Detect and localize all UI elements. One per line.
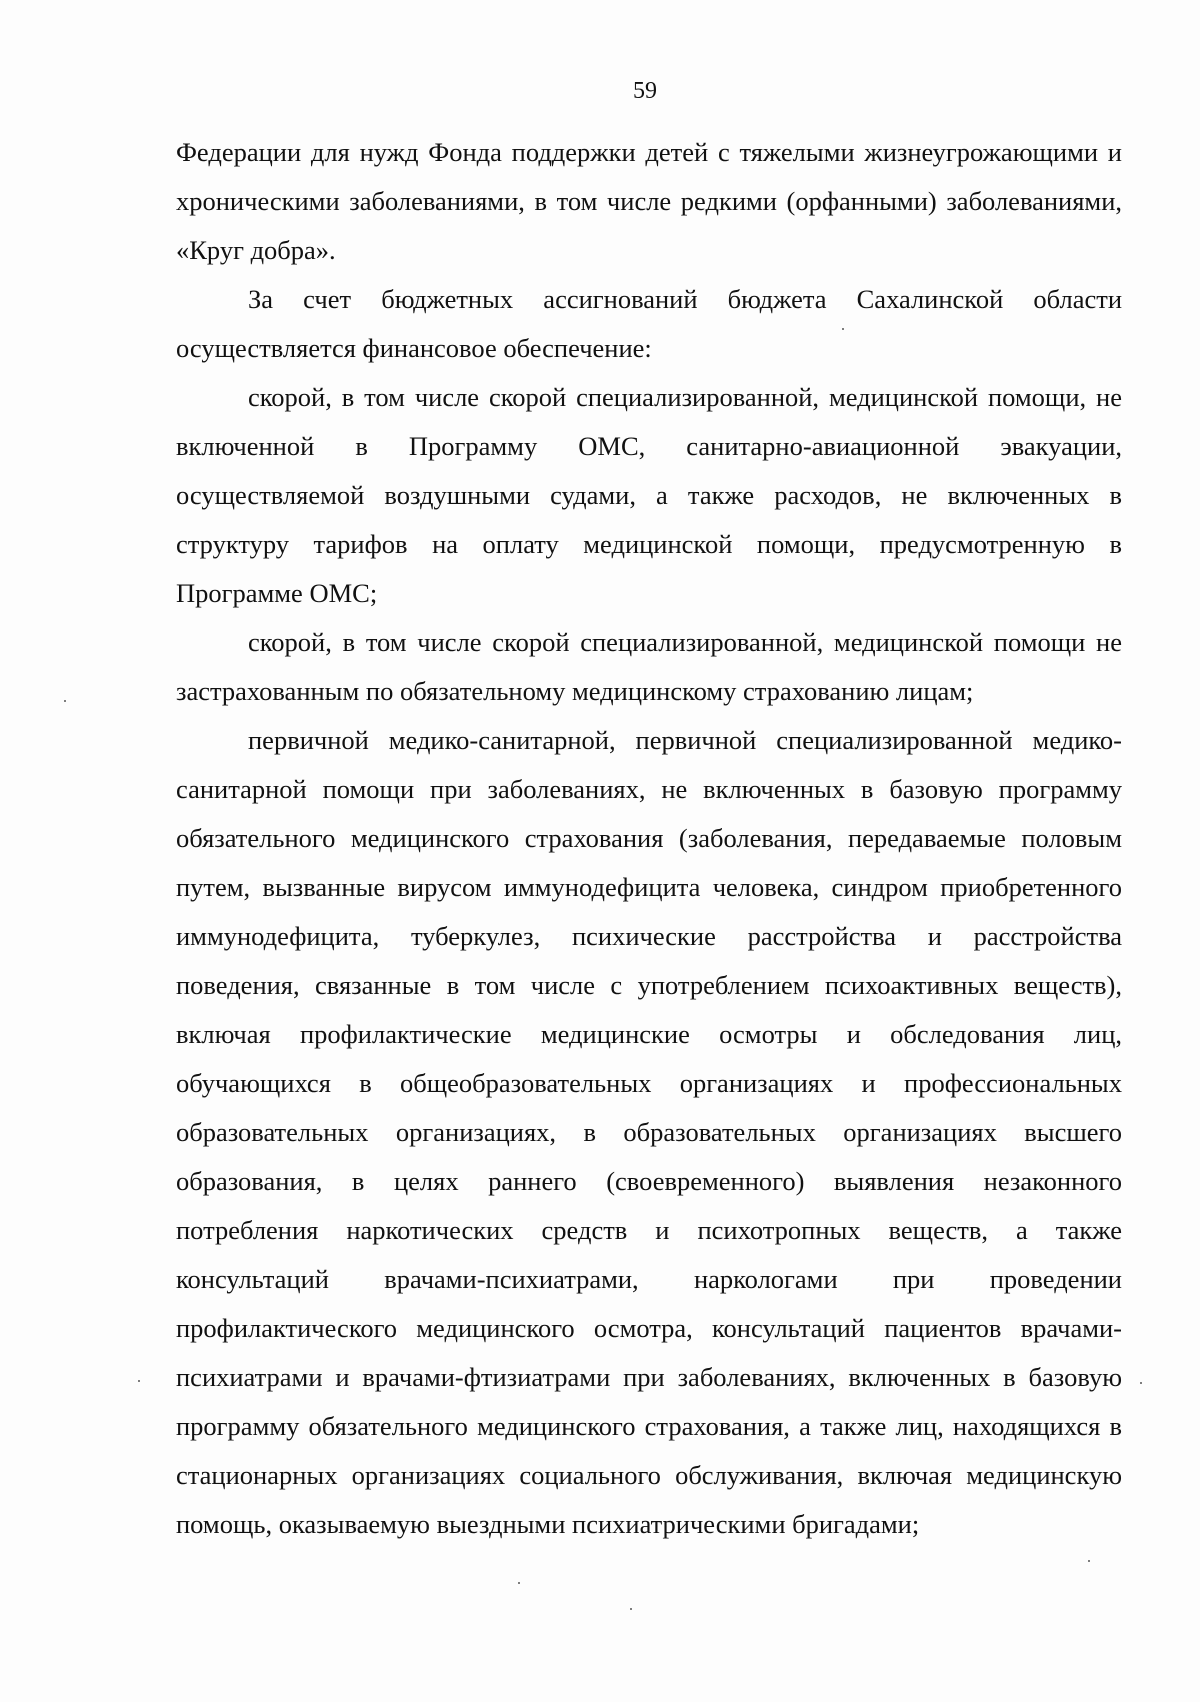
- paragraph-2: За счет бюджетных ассигнований бюджета Сахалинской области осуществляется финансовое обеспечение:: [176, 284, 1122, 363]
- paragraph-4: скорой, в том числе скорой специализированной, медицинской помощи не застрахованным по обязательному медицинскому страхованию лицам;: [176, 627, 1122, 706]
- paragraph-3: скорой, в том числе скорой специализированной, медицинской помощи, не включенной в Программу ОМС, санитарно-авиационной эвакуации, осуществляемой воздушными судами, а также расходов, не включенных в структуру тарифов на оплату медицинской помощи, предусмотренную в Программе ОМС;: [176, 382, 1122, 608]
- paragraph-1: Федерации для нужд Фонда поддержки детей с тяжелыми жизнеугрожающими и хроническими заболеваниями, в том числе редкими (орфанными) заболеваниями, «Круг добра».: [176, 137, 1122, 265]
- scan-speck: [842, 328, 844, 330]
- paragraph-5: первичной медико-санитарной, первичной специализированной медико-санитарной помощи при заболеваниях, не включенных в базовую программу обязательного медицинского страхования (заболевания, передаваемые половым путем, вызванные вирусом иммунодефицита человека, синдром приобретенного иммунодефицита, туберкулез, психические расстройства и расстройства поведения, связанные в том числе с употреблением психоактивных веществ), включая профилактические медицинские осмотры и обследования лиц, обучающихся в общеобразовательных организациях и профессиональных образовательных организациях, в образовательных организациях высшего образования, в целях раннего (своевременного) выявления незаконного потребления наркотических средств и психотропных веществ, а также консультаций врачами-психиатрами, наркологами при проведении профилактического медицинского осмотра, консультаций пациентов врачами-психиатрами и врачами-фтизиатрами при заболеваниях, включенных в базовую программу обязательного медицинского страхования, а также лиц, находящихся в стационарных организациях социального обслуживания, включая медицинскую помощь, оказываемую выездными психиатрическими бригадами;: [176, 725, 1122, 1539]
- scan-speck: [1140, 1382, 1142, 1384]
- scan-speck: [138, 1380, 140, 1382]
- document-body: [176, 128, 1122, 1549]
- scan-speck: [518, 1582, 520, 1584]
- scan-speck: [1088, 1560, 1090, 1562]
- scan-speck: [64, 700, 66, 702]
- scan-speck: [630, 1608, 632, 1610]
- page-number: 59: [633, 78, 657, 104]
